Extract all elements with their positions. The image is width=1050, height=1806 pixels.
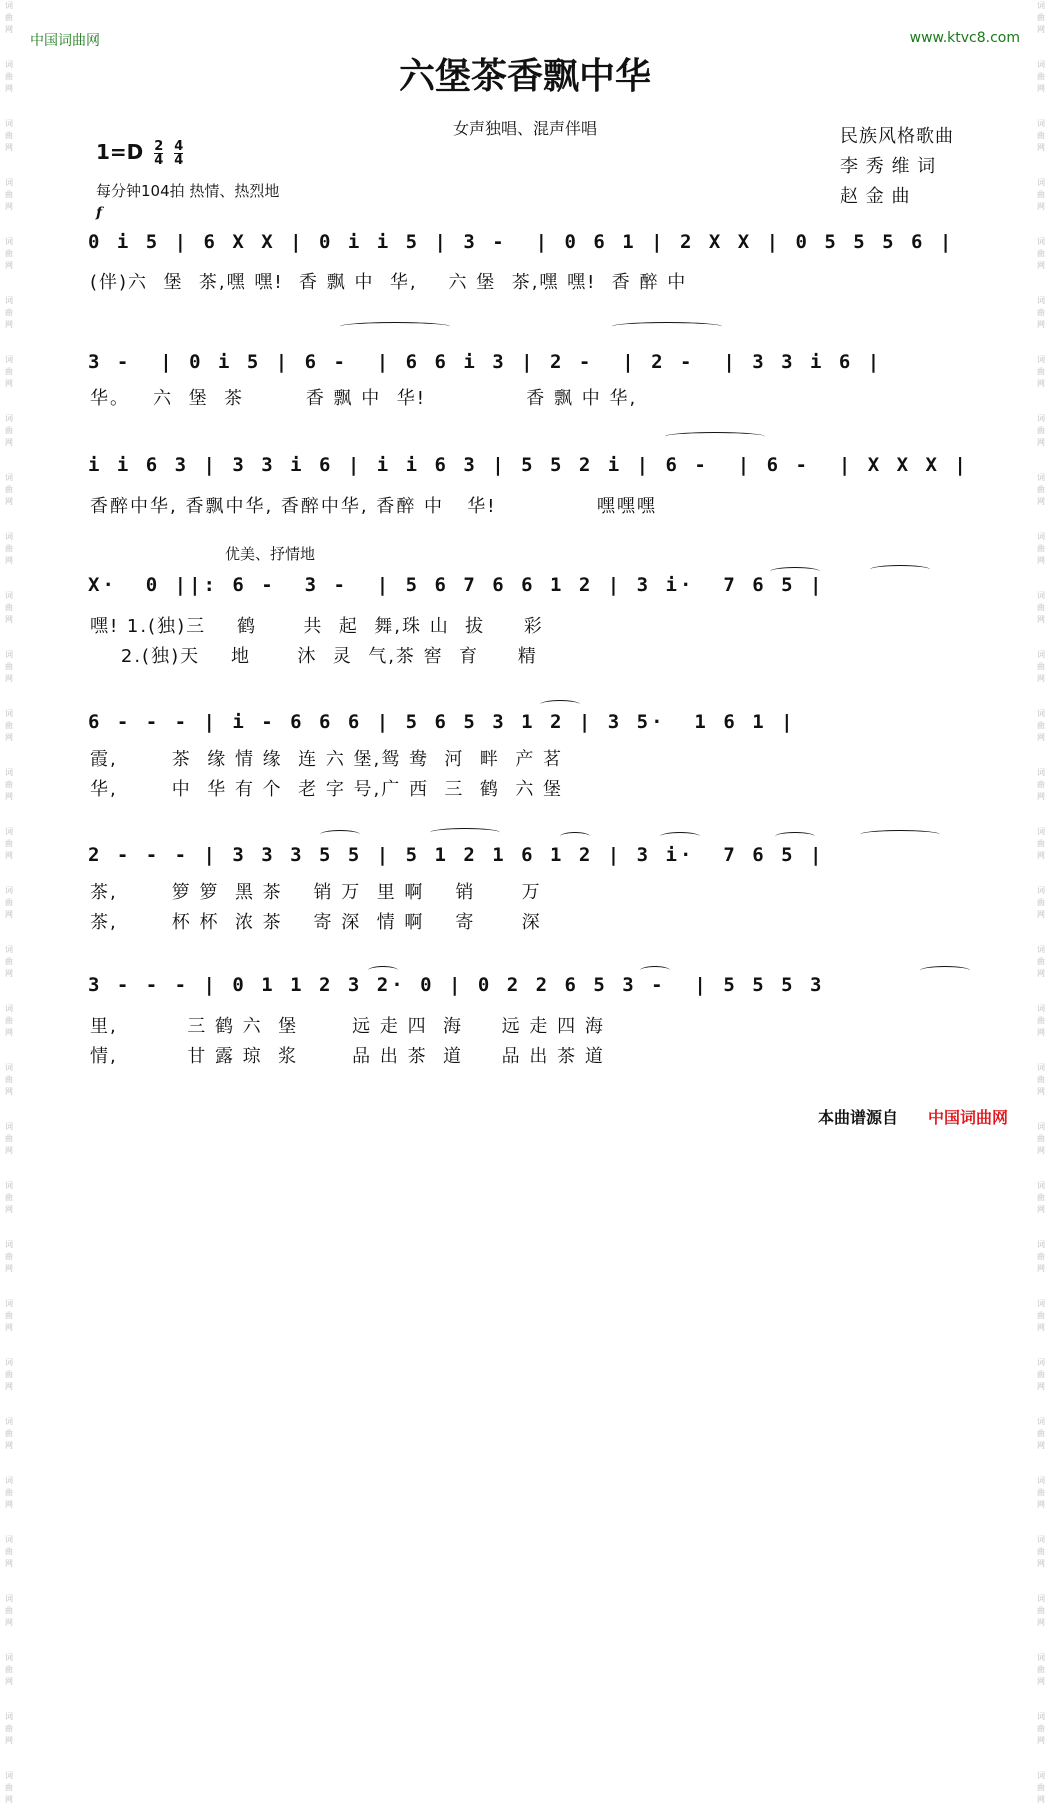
watermark-text: 词 曲 网 [5,1181,13,1214]
site-url-top-right[interactable]: www.ktvc8.com [909,30,1020,46]
score-row-2 [80,342,980,382]
score-row-3 [80,445,980,485]
watermark-text: 词 曲 网 [1037,1476,1045,1509]
lyric-line-verse-1: 嘿! 1.(独)三 鹤 共 起 舞,珠 山 拔 彩 [90,616,544,637]
watermark-text: 词 曲 网 [1037,1535,1045,1568]
slur-mark [920,966,970,975]
score-row-5 [80,702,980,742]
watermark-text: 词 曲 网 [5,1358,13,1391]
notation-line: i i 6 3 | 3 3 i 6 | i i 6 3 | 5 5 2 i | 6 - | 6 - | X X X | [88,454,969,476]
slur-mark [368,966,398,975]
notation-line: 0 i 5 | 6 X X | 0 i i 5 | 3 - | 0 6 1 | 2 X X | 0 5 5 5 6 | [88,231,955,253]
watermark-text: 词 曲 网 [5,119,13,152]
watermark-text: 词 曲 网 [1037,768,1045,801]
slur-mark [775,832,815,841]
watermark-text: 词 曲 网 [1037,296,1045,329]
watermark-text: 词 曲 网 [1037,473,1045,506]
watermark-text: 词 曲 网 [5,650,13,683]
key-label: 1=D [96,140,144,164]
watermark-text: 词 曲 网 [1037,1240,1045,1273]
lyric-line-verse-2: 2.(独)天 地 沐 灵 气,茶 窖 育 精 [90,646,538,667]
watermark-text: 词 曲 网 [1037,1063,1045,1096]
lyric-line-verse-2: 情, 甘 露 琼 浆 品 出 茶 道 品 出 茶 道 [90,1046,605,1067]
tempo-marking: 每分钟104拍 热情、热烈地 [96,182,280,200]
source-label: 本曲谱源自 [818,1108,899,1127]
notation-line: 6 - - - | i - 6 6 6 | 5 6 5 3 1 2 | 3 5· 1 6 1 | [88,711,796,733]
slur-mark [320,830,360,839]
watermark-text: 词 曲 网 [5,827,13,860]
right-watermark-strip [1034,0,1048,1804]
slur-mark [665,432,765,441]
watermark-text: 词 曲 网 [1037,1299,1045,1332]
watermark-text: 词 曲 网 [1037,414,1045,447]
watermark-text: 词 曲 网 [1037,591,1045,624]
time-signature-4-4 [174,140,183,167]
watermark-text: 词 曲 网 [5,473,13,506]
watermark-text: 词 曲 网 [5,1712,13,1745]
watermark-text: 词 曲 网 [1037,1181,1045,1214]
watermark-text: 词 曲 网 [5,178,13,211]
watermark-text: 词 曲 网 [1037,709,1045,742]
time-sig-top: 2 [154,139,164,154]
lyric-line-verse-2: 茶, 杯 杯 浓 茶 寄 深 情 啊 寄 深 [90,912,542,933]
slur-mark [612,322,722,331]
lyricist-credit: 李 秀 维 词 [840,156,937,177]
watermark-text: 词 曲 网 [5,1476,13,1509]
lyric-line-verse-1: 华。 六 堡 茶 香 飘 中 华! 香 飘 中 华, [90,388,638,409]
watermark-text: 词 曲 网 [5,1417,13,1450]
watermark-text: 词 曲 网 [1037,355,1045,388]
lyric-line-verse-1: (伴)六 堡 茶,嘿 嘿! 香 飘 中 华, 六 堡 茶,嘿 嘿! 香 醉 中 [90,272,688,293]
watermark-text: 词 曲 网 [5,591,13,624]
slur-mark [640,966,670,975]
watermark-text: 词 曲 网 [5,237,13,270]
left-watermark-strip [2,0,16,1804]
genre-credit: 民族风格歌曲 [840,126,954,147]
watermark-text: 词 曲 网 [5,709,13,742]
watermark-text: 词 曲 网 [5,532,13,565]
lyric-line-verse-1: 茶, 箩 箩 黑 茶 销 万 里 啊 销 万 [90,882,542,903]
time-sig-bottom: 4 [174,153,184,168]
lyric-line-verse-1: 霞, 茶 缘 情 缘 连 六 堡,鸳 鸯 河 畔 产 茗 [90,749,564,770]
key-signature [96,140,183,167]
composer-credit: 赵 金 曲 [840,186,911,207]
watermark-text: 词 曲 网 [5,1594,13,1627]
watermark-text: 词 曲 网 [1037,1771,1045,1804]
watermark-text: 词 曲 网 [5,1,13,34]
source-site-link[interactable]: 中国词曲网 [928,1108,1009,1127]
song-title: 六堡茶香飘中华 [398,55,651,97]
notation-line: 2 - - - | 3 3 3 5 5 | 5 1 2 1 6 1 2 | 3 i· 7 6 5 | [88,844,825,866]
notation-line: 3 - | 0 i 5 | 6 - | 6 6 i 3 | 2 - | 2 - | 3 3 i 6 | [88,351,883,373]
watermark-text: 词 曲 网 [1037,827,1045,860]
slur-mark [560,832,590,841]
watermark-text: 词 曲 网 [5,1004,13,1037]
lyric-line-verse-1: 里, 三 鹤 六 堡 远 走 四 海 远 走 四 海 [90,1016,605,1037]
slur-mark [870,565,930,574]
watermark-text: 词 曲 网 [1037,119,1045,152]
lyric-line-verse-2: 华, 中 华 有 个 老 字 号,广 西 三 鹤 六 堡 [90,779,564,800]
watermark-text: 词 曲 网 [5,296,13,329]
score-row-6 [80,835,980,875]
watermark-text: 词 曲 网 [1037,1004,1045,1037]
watermark-text: 词 曲 网 [1037,650,1045,683]
watermark-text: 词 曲 网 [5,886,13,919]
time-sig-top: 4 [174,139,184,154]
time-signature-2-4 [154,140,163,167]
slur-mark [340,322,450,331]
watermark-text: 词 曲 网 [1037,237,1045,270]
notation-line: X· 0 ||: 6 - 3 - | 5 6 7 6 6 1 2 | 3 i· 7 6 5 | [88,574,825,596]
performance-note: 女声独唱、混声伴唱 [452,119,597,138]
watermark-text: 词 曲 网 [1037,1594,1045,1627]
watermark-text: 词 曲 网 [5,1063,13,1096]
score-row-1 [80,222,980,262]
watermark-text: 词 曲 网 [5,768,13,801]
watermark-text: 词 曲 网 [1037,886,1045,919]
slur-mark [660,832,700,841]
watermark-text: 词 曲 网 [1037,945,1045,978]
watermark-text: 词 曲 网 [1037,1417,1045,1450]
slur-mark [770,567,820,576]
lyric-line-verse-1: 香醉中华, 香飘中华, 香醉中华, 香醉 中 华! 嘿嘿嘿 [90,496,657,517]
watermark-text: 词 曲 网 [5,945,13,978]
notation-line: 3 - - - | 0 1 1 2 3 2· 0 | 0 2 2 6 5 3 - | 5 5 5 3 [88,974,825,996]
watermark-text: 词 曲 网 [5,355,13,388]
watermark-text: 词 曲 网 [1037,1712,1045,1745]
site-name-top-left[interactable]: 中国词曲网 [30,33,100,49]
expression-marking: 优美、抒情地 [225,545,316,563]
dynamic-marking: f [96,205,103,221]
watermark-text: 词 曲 网 [5,1653,13,1686]
slur-mark [540,700,580,709]
watermark-text: 词 曲 网 [5,1771,13,1804]
watermark-text: 词 曲 网 [5,1535,13,1568]
watermark-text: 词 曲 网 [1037,60,1045,93]
watermark-text: 词 曲 网 [1037,1358,1045,1391]
slur-mark [430,828,500,837]
watermark-text: 词 曲 网 [1037,1122,1045,1155]
watermark-text: 词 曲 网 [1037,178,1045,211]
score-row-7 [80,965,980,1005]
slur-mark [860,830,940,839]
watermark-text: 词 曲 网 [1037,1653,1045,1686]
watermark-text: 词 曲 网 [5,1240,13,1273]
time-sig-bottom: 4 [154,153,164,168]
score-row-4 [80,565,980,605]
watermark-text: 词 曲 网 [5,1299,13,1332]
watermark-text: 词 曲 网 [1037,1,1045,34]
watermark-text: 词 曲 网 [5,1122,13,1155]
watermark-text: 词 曲 网 [1037,532,1045,565]
watermark-text: 词 曲 网 [5,60,13,93]
watermark-text: 词 曲 网 [5,414,13,447]
